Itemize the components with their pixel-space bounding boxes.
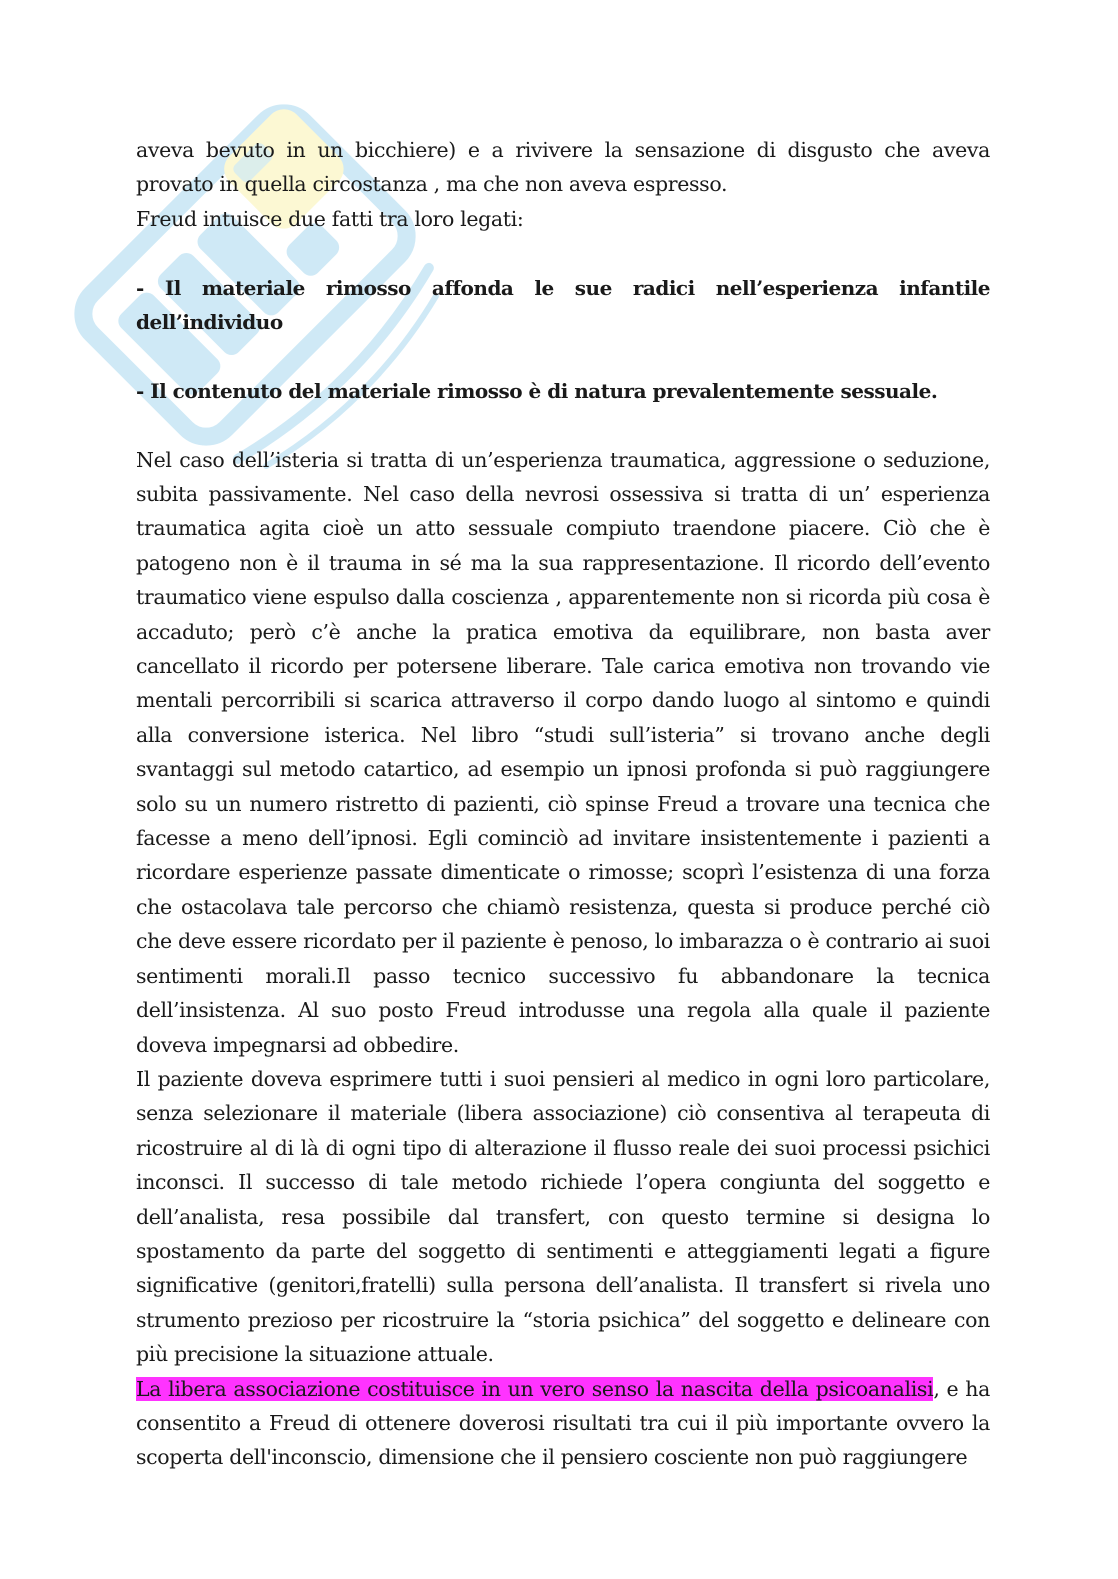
bold-point-1: - Il materiale rimosso affonda le sue radici nell’esperienza infantile dell’individuo bbox=[136, 275, 990, 335]
paragraph: Nel caso dell’isteria si tratta di un’esperienza traumatica, aggressione o seduzione, subita passivamente. Nel caso della nevrosi ossessiva si tratta di un’ esperienza traumatica agita cioè un atto sessuale compiuto traendone piacere. Ciò che è patogeno non è il trauma in sé ma la sua rappresentazione. Il ricordo dell’evento traumatico viene espulso dalla coscienza , apparentemente non si ricorda più cosa è accaduto; però c’è anche la pratica emotiva da equilibrare, non basta aver cancellato il ricordo per potersene liberare. Tale carica emotiva non trovando vie mentali percorribili si scarica attraverso il corpo dando luogo al sintomo e quindi alla conversione isterica. Nel libro “studi sull’isteria” si trovano anche degli svantaggi sul metodo catartico, ad esempio un ipnosi profonda si può raggiungere solo su un numero ristretto di pazienti, ciò spinse Freud a trovare una tecnica che facesse a meno dell’ipnosi. Egli cominciò ad invitare insistentemente i pazienti a ricordare esperienze passate dimenticate o rimosse; scoprì l’esistenza di una forza che ostacolava tale percorso che chiamò resistenza, questa si produce perché ciò che deve essere ricordato per il paziente è penoso, lo imbarazza o è contrario ai suoi sentimenti morali.Il passo tecnico successivo fu abbandonare la tecnica dell’insistenza. Al suo posto Freud introdusse una regola alla quale il paziente doveva impegnarsi ad obbedire. bbox=[136, 447, 990, 1057]
paragraph-text: , e ha consentito a Freud di ottenere doverosi risultati tra cui il più importante ovvero la scoperta dell'inconscio, dimensione che il pensiero cosciente non può raggiungere bbox=[136, 1376, 990, 1470]
paragraph: aveva bevuto in un bicchiere) e a rivivere la sensazione di disgusto che aveva provato in quella circostanza , ma che non aveva espresso. bbox=[136, 138, 990, 197]
paragraph-highlighted bbox=[136, 1372, 990, 1475]
bold-point-2: - Il contenuto del materiale rimosso è di natura prevalentemente sessuale. bbox=[136, 378, 938, 403]
document-body bbox=[136, 133, 990, 1475]
highlighted-text: La libera associazione costituisce in un vero senso la nascita della psicoanalisi bbox=[136, 1376, 934, 1401]
paragraph: Freud intuisce due fatti tra loro legati: bbox=[136, 206, 524, 231]
paragraph: Il paziente doveva esprimere tutti i suoi pensieri al medico in ogni loro particolare, senza selezionare il materiale (libera associazione) ciò consentiva al terapeuta di ricostruire al di là di ogni tipo di alterazione il flusso reale dei suoi processi psichici inconsci. Il successo di tale metodo richiede l’opera congiunta del soggetto e dell’analista, resa possibile dal transfert, con questo termine si designa lo spostamento da parte del soggetto di sentimenti e atteggiamenti legati a figure significative (genitori,fratelli) sulla persona dell’analista. Il transfert si rivela uno strumento prezioso per ricostruire la “storia psichica” del soggetto e delineare con più precisione la situazione attuale. bbox=[136, 1066, 990, 1367]
